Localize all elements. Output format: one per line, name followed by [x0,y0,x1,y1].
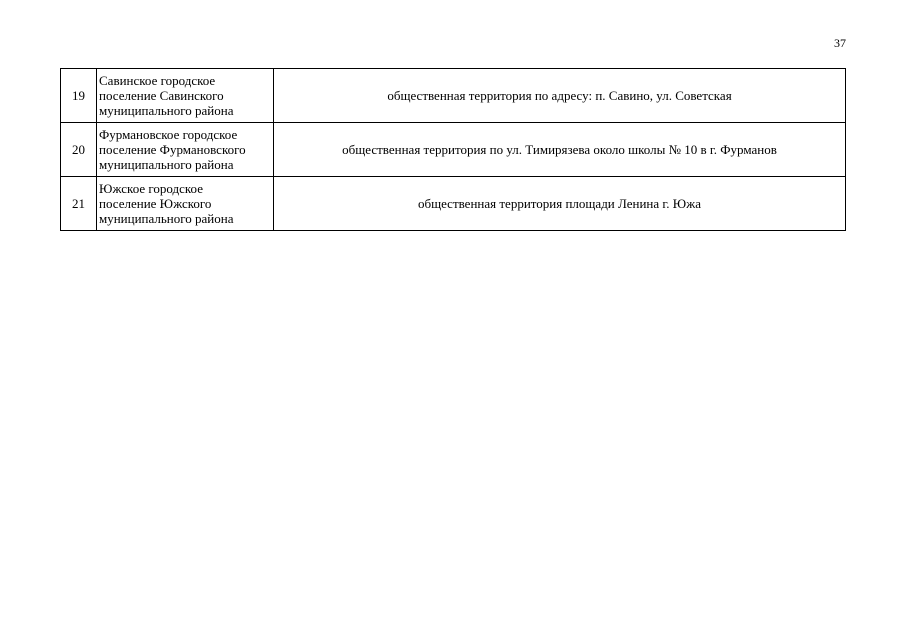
territory-cell: общественная территория площади Ленина г. Южа [274,177,846,231]
municipality-cell: Фурмановское городское поселение Фурмановского муниципального района [97,123,274,177]
table-row [61,177,846,231]
territory-cell: общественная территория по ул. Тимирязева около школы № 10 в г. Фурманов [274,123,846,177]
page-number: 37 [834,36,846,50]
row-number: 20 [61,123,97,177]
table-row [61,69,846,123]
table-row [61,123,846,177]
territory-cell: общественная территория по адресу: п. Савино, ул. Советская [274,69,846,123]
municipality-cell: Южское городское поселение Южского муниципального района [97,177,274,231]
territory-table [60,68,846,231]
row-number: 19 [61,69,97,123]
row-number: 21 [61,177,97,231]
municipality-cell: Савинское городское поселение Савинского муниципального района [97,69,274,123]
